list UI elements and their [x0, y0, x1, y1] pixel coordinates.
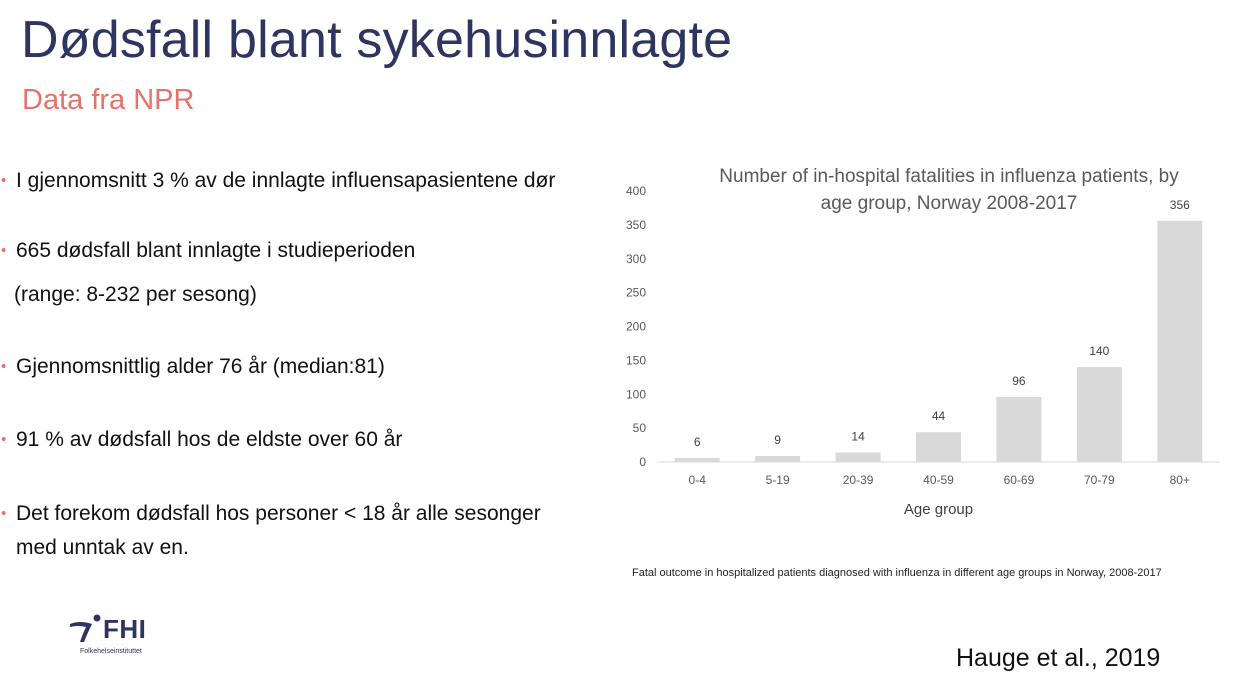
- fhi-logo-text: FHI: [103, 614, 147, 644]
- bullet-item: [1, 422, 403, 457]
- bullet-dot-icon: •: [1, 431, 7, 448]
- y-tick-label: 250: [625, 285, 646, 300]
- fhi-logo-icon: [68, 614, 104, 644]
- bullet-text: (range: 8-232 per sesong): [14, 283, 257, 306]
- bar-data-label: 44: [931, 409, 946, 424]
- bullet-list: [0, 0, 620, 691]
- bullet-dot-icon: •: [1, 505, 7, 522]
- x-axis-label: Age group: [903, 501, 974, 518]
- y-tick-label: 300: [625, 251, 646, 266]
- x-tick-label: 40-59: [923, 473, 954, 487]
- fhi-logo-org: Folkehelseinstituttet: [80, 648, 142, 655]
- y-tick-label: 0: [639, 455, 646, 469]
- bar-data-label: 14: [851, 429, 865, 444]
- y-tick-label: 150: [625, 353, 646, 368]
- bullet-text: 665 dødsfall blant innlagte i studieperioden: [16, 239, 416, 262]
- bar-chart-svg: [600, 150, 1240, 550]
- reference: Hauge et al., 2019: [956, 644, 1161, 672]
- chart-bar: [916, 432, 961, 462]
- chart-bar: [1157, 221, 1202, 462]
- y-tick-label: 100: [625, 387, 646, 402]
- bullet-text: Det forekom dødsfall hos personer < 18 år alle sesonger: [16, 502, 541, 525]
- bar-data-label: 140: [1089, 344, 1110, 359]
- bar-chart: [600, 150, 1240, 550]
- bullet-item: [1, 349, 385, 384]
- bullet-item: [1, 496, 541, 531]
- slide-title: Dødsfall blant sykehusinnlagte: [21, 11, 733, 69]
- x-tick-label: 80+: [1169, 473, 1190, 487]
- chart-title-line: Number of in-hospital fatalities in influenza patients, by: [719, 166, 1179, 187]
- chart-caption: Fatal outcome in hospitalized patients diagnosed with influenza in different age groups in Norway, 2008-2017: [632, 567, 1162, 579]
- bullet-item: [1, 163, 556, 198]
- y-tick-label: 350: [625, 217, 646, 232]
- y-tick-label: 50: [632, 421, 646, 436]
- chart-bar: [1077, 367, 1122, 462]
- bullet-text: Gjennomsnittlig alder 76 år (median:81): [16, 355, 385, 378]
- slide-subtitle: Data fra NPR: [22, 84, 195, 116]
- bullet-continuation: [16, 530, 189, 565]
- bullet-text: med unntak av en.: [16, 536, 189, 559]
- chart-bar: [836, 453, 881, 462]
- bar-data-label: 9: [774, 432, 781, 447]
- bullet-dot-icon: •: [1, 172, 7, 189]
- x-tick-label: 20-39: [842, 473, 874, 487]
- x-tick-label: 5-19: [765, 473, 790, 487]
- chart-bar: [675, 458, 720, 462]
- bar-data-label: 96: [1012, 373, 1026, 388]
- bullet-dot-icon: •: [1, 242, 7, 259]
- chart-bar: [996, 397, 1041, 462]
- bullet-dot-icon: •: [1, 358, 7, 375]
- y-tick-label: 400: [625, 184, 646, 198]
- chart-title-line: age group, Norway 2008-2017: [820, 193, 1078, 214]
- bullet-item: [1, 233, 416, 268]
- x-tick-label: 0-4: [688, 473, 706, 487]
- bar-data-label: 356: [1169, 197, 1190, 212]
- y-tick-label: 200: [625, 319, 646, 334]
- bullet-text: I gjennomsnitt 3 % av de innlagte influensapasientene dør: [16, 169, 556, 192]
- fhi-logo: [68, 612, 188, 662]
- bullet-continuation: [14, 277, 257, 312]
- chart-bar: [755, 456, 800, 462]
- x-tick-label: 60-69: [1003, 473, 1035, 487]
- bar-data-label: 6: [693, 434, 701, 449]
- bullet-text: 91 % av dødsfall hos de eldste over 60 år: [16, 428, 403, 451]
- x-tick-label: 70-79: [1084, 473, 1115, 487]
